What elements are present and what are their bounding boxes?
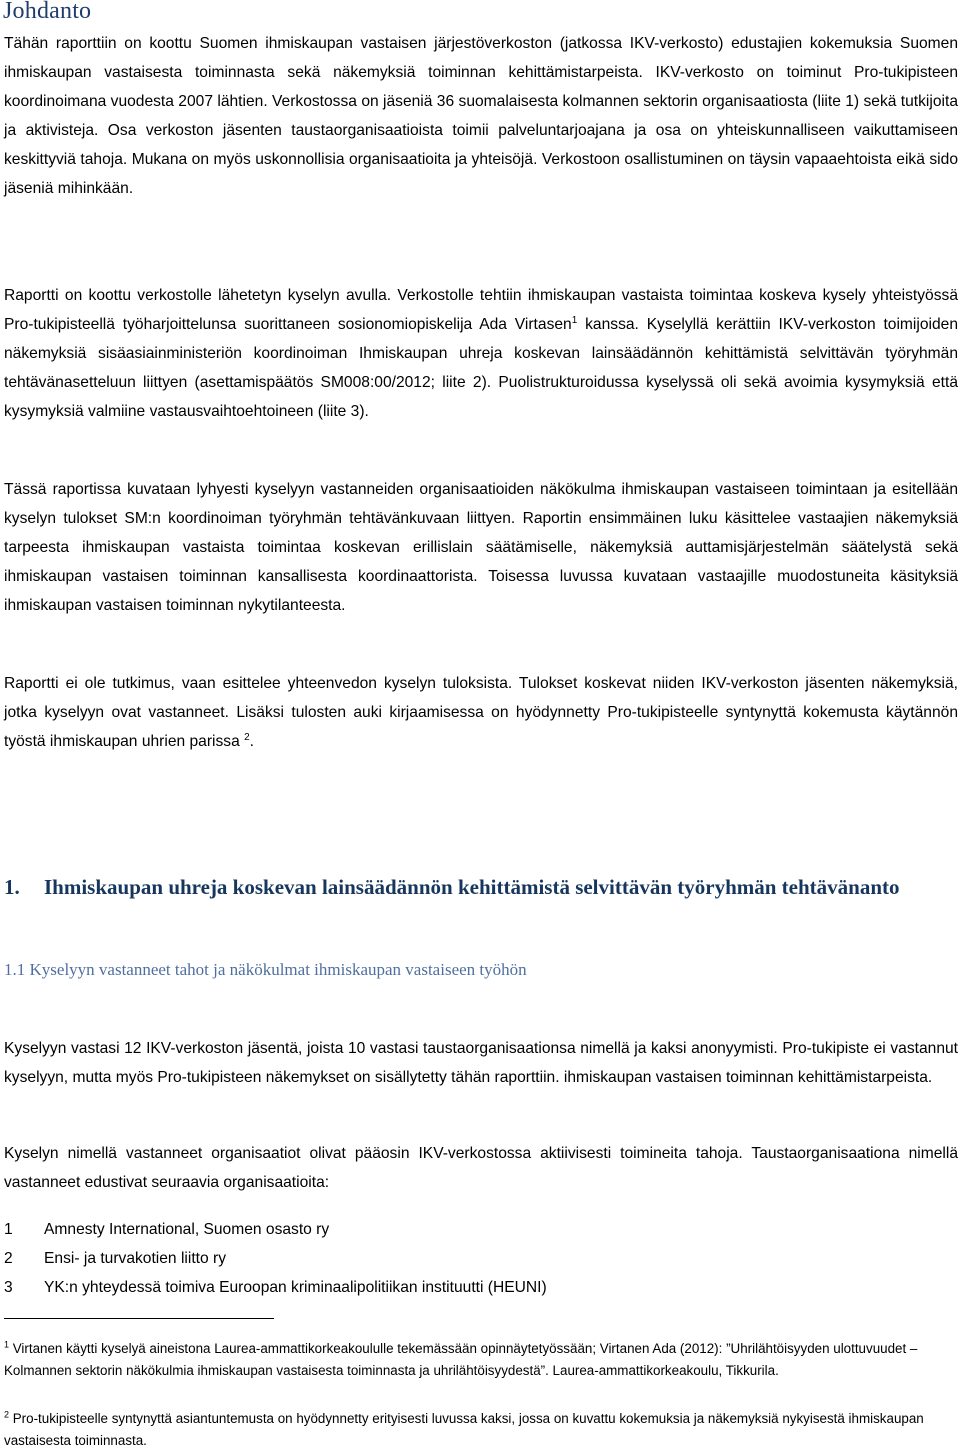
method-text-b: kanssa. Kyselyllä kerättiin IKV-verkoston toimijoiden näkemyksiä sisäasiainministeriön koordinoiman Ihmiskaupan uhreja koskevan lainsäädännön kehittämistä selvittävän työryhmän tehtävänasetteluun liittyen (asettamispäätös SM008:00/2012; liite 2). Puolistrukturoidussa kyselyssä oli sekä avoimia kysymyksiä että kysymyksiä valmiine vastausvaihtoehtoineen (liite 3). [4, 316, 958, 420]
report-structure-paragraph: Tässä raportissa kuvataan lyhyesti kyselyyn vastanneiden organisaatioiden näkökulma ihmiskaupan vastaiseen toimintaan ja esitellään kyselyn tulokset SM:n koordinoiman työryhmän tehtävänkuvaan liittyen. Raportin ensimmäinen luku käsittelee vastaajien näkemyksiä tarpeesta ihmiskaupan vastaista toimintaa koskevan erillislain säätämiselle, näkemyksiä auttamisjärjestelmän säätelystä sekä ihmiskaupan vastaisen toiminnan kansallisesta koordinaattorista. Toisessa luvussa kuvataan vastaajille muodostuneita käsityksiä ihmiskaupan vastaisen toiminnan nykytilanteesta. [4, 481, 958, 614]
list-item-label: Ensi- ja turvakotien liitto ry [44, 1250, 226, 1267]
section-1-1-heading: 1.1 Kyselyyn vastanneet tahot ja näkökulmat ihmiskaupan vastaiseen työhön [4, 960, 527, 979]
organisations-intro-paragraph: Kyselyn nimellä vastanneet organisaatiot olivat pääosin IKV-verkostossa aktiivisesti toimineita tahoja. Taustaorganisaationa nimellä vastanneet edustivat seuraavia organisaatioita: [4, 1145, 958, 1191]
method-paragraph [4, 281, 958, 426]
method-text-a: Raportti on koottu verkostolle lähetetyn kyselyn avulla. Verkostolle tehtiin ihmiskaupan vastaista toimintaa koskeva kysely yhteistyössä Pro-tukipisteellä työharjoittelunsa suorittaneen sosionomiopiskelija Ada Virtasen [4, 287, 958, 333]
list-item-number: 3 [4, 1279, 13, 1296]
intro-paragraph: Tähän raporttiin on koottu Suomen ihmiskaupan vastaisen järjestöverkoston (jatkossa IKV-verkosto) edustajien kokemuksia Suomen ihmiskaupan vastaisesta toiminnasta sekä näkemyksiä toiminnan kehittämistarpeista. IKV-verkosto on toiminut Pro-tukipisteen koordinoimana vuodesta 2007 lähtien. Verkostossa on jäseniä 36 suomalaisesta kolmannen sektorin organisaatiosta (liite 1) sekä tutkijoita ja aktivisteja. Osa verkoston jäsenten taustaorganisaatioista toimii palveluntarjoajana ja osa on yhteiskunnalliseen vaikuttamiseen keskittyviä tahoja. Mukana on myös uskonnollisia organisaatioita ja yhteisöjä. Verkostoon osallistuminen on täysin vapaaehtoista eikä sido jäseniä mihinkään. [4, 35, 958, 197]
footnote-ref-1[interactable]: 1 [571, 314, 578, 326]
section-1-title: Ihmiskaupan uhreja koskevan lainsäädännön kehittämistä selvittävän työryhmän tehtävänanto [44, 875, 900, 899]
footnote-2-number: 2 [4, 1409, 10, 1420]
list-item [4, 1273, 954, 1302]
disclaimer-text-b: . [249, 733, 255, 750]
organisation-list [4, 1215, 954, 1302]
list-item-number: 2 [4, 1250, 13, 1267]
footnote-divider [4, 1318, 274, 1319]
disclaimer-text-a: Raportti ei ole tutkimus, vaan esittelee yhteenvedon kyselyn tuloksista. Tulokset koskevat niiden IKV-verkoston jäsenten näkemyksiä, jotka kyselyyn ovat vastanneet. Lisäksi tulosten auki kirjaamisessa on hyödynnetty Pro-tukipisteelle syntynyttä kokemusta käytännön työstä ihmiskaupan uhrien parissa [4, 675, 958, 750]
footnote-1 [4, 1338, 944, 1382]
list-item-label: Amnesty International, Suomen osasto ry [44, 1221, 330, 1238]
footnote-1-number: 1 [4, 1339, 10, 1350]
page-title: Johdanto [3, 0, 92, 24]
list-item [4, 1244, 954, 1273]
list-item [4, 1215, 954, 1244]
footnote-ref-2[interactable]: 2 [244, 731, 250, 743]
respondents-paragraph: Kyselyyn vastasi 12 IKV-verkoston jäsentä, joista 10 vastasi taustaorganisaationsa nimellä ja kaksi anonyymisti. Pro-tukipiste ei vastannut kyselyyn, mutta myös Pro-tukipisteen näkemykset on sisällytetty tähän raporttiin. ihmiskaupan vastaisen toiminnan kehittämistarpeista. [4, 1040, 958, 1086]
list-item-number: 1 [4, 1221, 13, 1238]
section-1-number: 1. [4, 875, 20, 899]
disclaimer-paragraph [4, 669, 958, 756]
list-item-label: YK:n yhteydessä toimiva Euroopan kriminaalipolitiikan instituutti (HEUNI) [44, 1279, 547, 1296]
footnote-2 [4, 1408, 944, 1452]
footnote-1-text: Virtanen käytti kyselyä aineistona Laurea-ammattikorkeakoululle tekemässään opinnäytetyössään; Virtanen Ada (2012): ”Uhrilähtöisyyden ulottuvuudet – Kolmannen sektorin näkökulmia ihmiskaupan vastaisesta toiminnasta ja uhrilähtöisyydestä”. Laurea-ammattikorkeakoulu, Tikkurila. [4, 1341, 918, 1378]
footnote-2-text: Pro-tukipisteelle syntynyttä asiantuntemusta on hyödynnetty erityisesti luvussa kaksi, jossa on kuvattu kokemuksia ja näkemyksiä nykyisestä ihmiskaupan vastaisesta toiminnasta. [4, 1411, 924, 1448]
